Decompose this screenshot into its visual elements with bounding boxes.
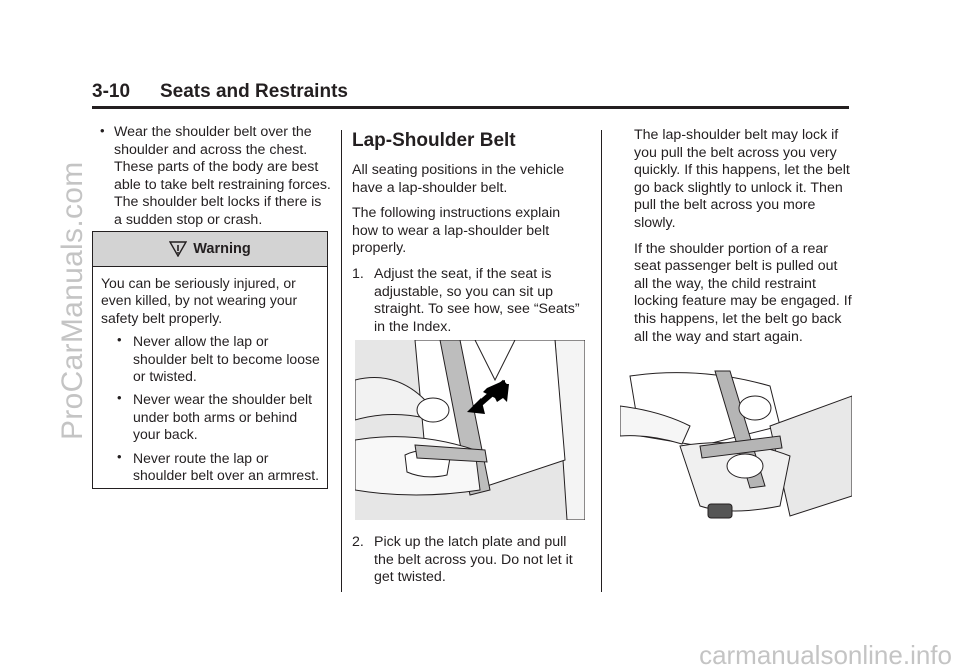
warning-intro: You can be seriously injured, or even killed, by not wearing your safety belt properly.: [101, 275, 298, 326]
column-divider: [601, 130, 602, 592]
section-title: Seats and Restraints: [160, 81, 348, 102]
warning-box: [92, 231, 328, 489]
step-2-block: [352, 534, 584, 587]
step-text: Pick up the latch plate and pull the belt across you. Do not let it get twisted.: [374, 534, 573, 586]
lap-shoulder-belt-heading: Lap-Shoulder Belt: [352, 130, 516, 151]
shoulder-belt-bullet: • Wear the shoulder belt over the shoulder and across the chest. These parts of the body are best able to take belt restraining forces. The shoulder belt locks if there is a sudden stop or crash.: [92, 124, 332, 230]
page-header: [92, 78, 849, 109]
warning-bullet: • Never wear the shoulder belt under both arms or behind your back.: [107, 391, 321, 443]
warning-bullet: • Never route the lap or shoulder belt over an armrest.: [107, 450, 321, 485]
step-number: 1.: [352, 265, 364, 282]
step-1: [352, 266, 584, 336]
column-divider: [341, 130, 342, 592]
warning-bullet: • Never allow the lap or shoulder belt to become loose or twisted.: [107, 333, 321, 385]
side-watermark: ProCarManuals.com: [56, 161, 89, 440]
belt-illustration-adjust: [355, 340, 585, 520]
step-number: 2.: [352, 534, 364, 550]
paragraph: If the shoulder portion of a rear seat passenger belt is pulled out all the way, the child restraint locking feature may be engaged. If this happens, let the belt go back all the way and start again.: [634, 240, 852, 345]
column-right: [634, 127, 852, 354]
page-number: 3-10: [92, 81, 131, 102]
belt-illustration-unlock: [620, 366, 852, 526]
paragraph: All seating positions in the vehicle have a lap-shoulder belt.: [352, 162, 565, 196]
step-text: Adjust the seat, if the seat is adjustable, so you can sit up straight. To see how, see “Seats” in the Index.: [374, 265, 580, 335]
warning-icon: [169, 241, 187, 257]
paragraph: The lap-shoulder belt may lock if you pull the belt across you very quickly. If this happens, let the belt go back slightly to unlock it. Then pull the belt across you more slowly.: [634, 127, 850, 231]
warning-header: [93, 232, 327, 267]
bottom-watermark: carmanualsonline.info: [699, 640, 952, 670]
warning-title: Warning: [193, 241, 251, 257]
column-middle: [352, 130, 584, 336]
column-left: [92, 124, 332, 236]
paragraph: The following instructions explain how to wear a lap-shoulder belt properly.: [352, 205, 561, 257]
step-2: [352, 534, 584, 587]
warning-body: [93, 267, 327, 484]
